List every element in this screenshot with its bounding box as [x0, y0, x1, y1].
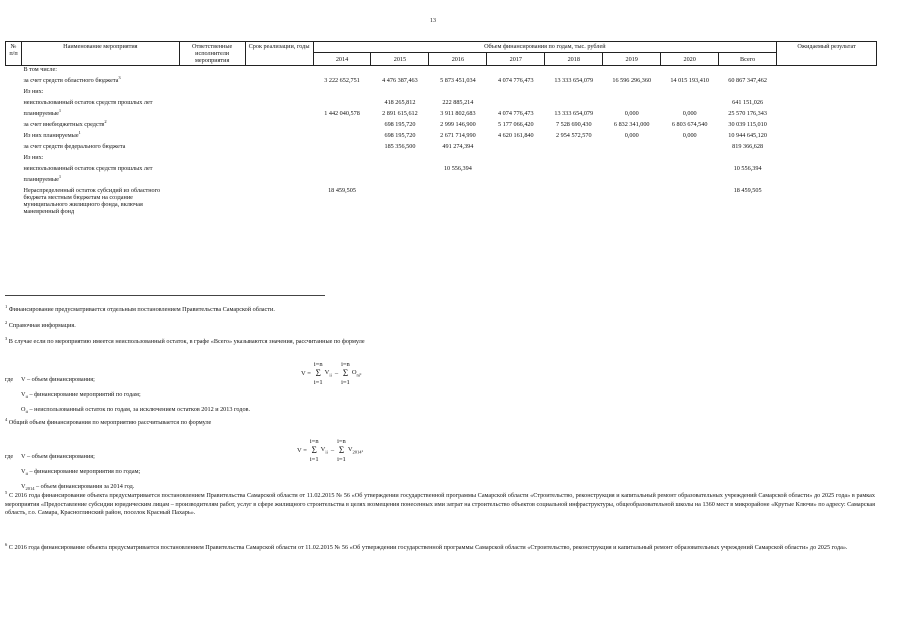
header-year: 2014: [313, 53, 371, 66]
row-footnote-mark: 1: [78, 129, 81, 135]
value-cell: 30 039 115,010: [728, 121, 767, 128]
value-cell: 16 596 296,360: [612, 77, 652, 84]
definition-symbol: V: [21, 483, 26, 491]
value-cell: [661, 66, 719, 78]
definition-symbol: O: [21, 406, 26, 414]
value-cell: [487, 143, 545, 154]
row-label: [21, 88, 179, 99]
term-symbol: V: [347, 445, 353, 453]
term-cell: [245, 143, 313, 154]
value-cell: [487, 154, 545, 165]
value-cell: [603, 66, 661, 78]
header-year: 2018: [545, 53, 603, 66]
formula-term-1: [324, 360, 333, 387]
responsible-cell: [179, 99, 245, 110]
sum-sign: Σ: [338, 445, 345, 455]
definition-text: – объем финансирования за 2014 год.: [36, 483, 135, 491]
row-number-cell: [6, 176, 22, 187]
term-cell: [245, 99, 313, 110]
value-cell: 4 074 776,473: [498, 110, 534, 117]
result-cell: [777, 143, 877, 154]
term-cell: [245, 88, 313, 99]
value-cell: 0,000: [682, 110, 697, 117]
formula-2: [296, 437, 364, 464]
value-cell: 418 265,812: [384, 99, 416, 106]
header-year: 2016: [429, 53, 487, 66]
value-cell: [661, 88, 719, 99]
value-cell: [603, 99, 661, 110]
row-label-text: за счет средств федерального бюджета: [23, 143, 126, 150]
value-cell: 0,000: [624, 132, 639, 139]
value-cell: [313, 121, 371, 132]
row-number-cell: [6, 165, 22, 176]
footnote-6-text: С 2016 года финансирование объекта предусматривается постановлением Правительства Самарской области от 11.02.2015 № 56 «Об утверждении государственной программы Самарской области «Строительство, реконструкция и капитальный ремонт образовательных учреждений Самарской области» до 2025 года».: [8, 544, 848, 551]
row-footnote-mark: 1: [58, 173, 62, 179]
value-cell: [371, 88, 429, 99]
value-cell: [719, 154, 777, 165]
term-subscript: ni: [356, 372, 361, 378]
row-label-text: Из них планируемые: [23, 132, 79, 139]
value-cell: 0,000: [682, 132, 697, 139]
definition-prefix: где: [5, 453, 14, 460]
sum-upper-limit: i=n: [313, 361, 323, 368]
value-cell: 0,000: [624, 110, 639, 117]
responsible-cell: [179, 187, 245, 215]
row-label-text: неиспользованный остаток средств прошлых лет: [23, 165, 153, 172]
definition-row: [5, 388, 250, 403]
value-cell: [487, 99, 545, 110]
value-cell: [313, 165, 371, 176]
table-row: [6, 99, 877, 110]
value-cell: 3 911 802,683: [440, 110, 476, 117]
formula-end: ,: [360, 368, 362, 376]
value-cell: [429, 176, 487, 187]
table-row: [6, 154, 877, 165]
table-row: [6, 143, 877, 154]
formula-term-1: [320, 437, 329, 464]
footnote-3: $^3$ В случае если по мероприятию имеется неиспользованный остаток, в графе «Всего» указываются значения, рассчитанные по формуле: [5, 335, 365, 345]
table-row: [6, 165, 877, 176]
value-cell: 10 556,394: [443, 165, 472, 172]
result-cell: [777, 88, 877, 99]
definition-subscript: ii: [25, 409, 28, 415]
definition-symbol: V: [21, 376, 26, 383]
footnote-5: $^5$ С 2016 года финансирование объекта предусматривается постановлением Правительства Самарской области от 11.02.2015 № 56 «Об утверждении государственной программы Самарской области «Строительство, реконструкция и капитальный ремонт образовательных учреждений Самарской области» до 2025 года» в рамках мероприятия «Предоставление субсидии юридическим лицам – производителям работ, услуг в сфере жилищного строительства в целях возмещения понесенных ими затрат на строительство объектов социальной инфраструктуры, общеобразовательной школы на 1360 мест в микрорайоне «Крутые Ключи» по адресу: Самарская область, г.о. Самара, Красноглинский район, поселок Красный Пахарь».: [5, 489, 876, 516]
sum-sign: Σ: [342, 368, 349, 378]
definition-subscript: 2014: [25, 486, 35, 492]
header-year: 2020: [661, 53, 719, 66]
definition-text: – финансирование мероприятий по годам;: [29, 391, 141, 399]
page-number: 13: [430, 18, 436, 24]
value-cell: [313, 99, 371, 110]
definition-text: – объем финансирования;: [27, 376, 95, 383]
row-number-cell: [6, 66, 22, 78]
table-row: [6, 77, 877, 88]
value-cell: [371, 176, 429, 187]
footnote-5-text: С 2016 года финансирование объекта предусматривается постановлением Правительства Самарской области от 11.02.2015 № 56 «Об утверждении государственной программы Самарской области «Строительство, реконструкция и капитальный ремонт образовательных учреждений Самарской области» до 2025 года» в рамках мероприятия «Предоставление субсидии юридическим лицам – производителям работ, услуг в сфере жилищного строительства в целях возмещения понесенных ими затрат на строительство объектов социальной инфраструктуры, общеобразовательной школы на 1360 мест в микрорайоне «Крутые Ключи» по адресу: Самарская область, г.о. Самара, Красноглинский район, поселок Красный Пахарь».: [5, 492, 876, 516]
value-cell: [371, 165, 429, 176]
value-cell: [371, 66, 429, 78]
value-cell: 6 803 674,540: [671, 121, 708, 128]
formula-2-definitions: [5, 450, 140, 496]
value-cell: 698 195,720: [384, 132, 416, 139]
result-cell: [777, 187, 877, 215]
value-cell: [545, 143, 603, 154]
definition-row: [5, 450, 140, 465]
term-cell: [245, 132, 313, 143]
term-symbol: V: [320, 445, 326, 453]
responsible-cell: [179, 143, 245, 154]
definition-row: [5, 373, 250, 388]
table-row: [6, 187, 877, 215]
header-num: № п/п: [6, 42, 22, 66]
row-label: [21, 129, 179, 143]
term-cell: [245, 154, 313, 165]
row-number-cell: [6, 187, 22, 215]
row-label: [21, 118, 179, 132]
header-volume: Объем финансирования по годам, тыс. рублей: [313, 42, 777, 53]
value-cell: 4 476 387,463: [382, 77, 418, 84]
footnote-2: $^2$ Справочная информация.: [5, 319, 76, 329]
table-row: [6, 121, 877, 132]
responsible-cell: [179, 154, 245, 165]
value-cell: [545, 88, 603, 99]
value-cell: 60 867 347,462: [728, 77, 767, 84]
row-number-cell: [6, 154, 22, 165]
value-cell: 222 885,214: [442, 99, 474, 106]
value-cell: 10 944 645,120: [728, 132, 767, 139]
value-cell: [313, 154, 371, 165]
row-number-cell: [6, 132, 22, 143]
value-cell: [661, 143, 719, 154]
row-label-text: В том числе:: [23, 66, 57, 73]
definition-symbol: V: [21, 391, 26, 399]
value-cell: [487, 165, 545, 176]
footnote-4: $^4$ Общий объем финансирования по мероприятию рассчитывается по формуле: [5, 416, 212, 426]
sum-lower-limit: i=1: [309, 456, 319, 463]
row-label: [21, 143, 179, 154]
term-cell: [245, 77, 313, 88]
footnote-3-text: В случае если по мероприятию имеется неиспользованный остаток, в графе «Всего» указываются значения, рассчитанные по формуле: [8, 338, 365, 345]
value-cell: 185 356,500: [384, 143, 416, 150]
value-cell: 18 459,505: [328, 187, 356, 194]
value-cell: 6 832 341,000: [613, 121, 650, 128]
responsible-cell: [179, 110, 245, 121]
value-cell: 13 333 654,079: [554, 110, 594, 117]
value-cell: [371, 154, 429, 165]
value-cell: [719, 176, 777, 187]
row-label-text: Из них:: [23, 88, 44, 95]
formula-1-definitions: [5, 373, 250, 419]
formula-minus: –: [334, 370, 339, 377]
header-year: 2017: [487, 53, 545, 66]
row-label-text: неиспользованный остаток средств прошлых лет: [23, 99, 153, 106]
row-label: [21, 66, 179, 78]
term-cell: [245, 187, 313, 215]
value-cell: 13 333 654,079: [554, 77, 594, 84]
header-term: Срок реализации, годы: [245, 42, 313, 66]
term-cell: [245, 66, 313, 78]
term-symbol: O: [351, 368, 357, 376]
value-cell: 491 274,394: [442, 143, 474, 150]
sum-upper-limit: i=n: [337, 438, 346, 445]
value-cell: [429, 154, 487, 165]
value-cell: [603, 88, 661, 99]
sum-lower-limit: i=1: [341, 379, 350, 386]
value-cell: 2 891 615,612: [382, 110, 418, 117]
value-cell: [661, 176, 719, 187]
result-cell: [777, 154, 877, 165]
value-cell: [545, 165, 603, 176]
sum-lower-limit: i=1: [337, 456, 346, 463]
header-year: 2019: [603, 53, 661, 66]
row-footnote-mark: 3: [118, 74, 121, 80]
responsible-cell: [179, 88, 245, 99]
footnote-4-text: Общий объем финансирования по мероприятию рассчитывается по формуле: [8, 419, 212, 426]
value-cell: [661, 154, 719, 165]
value-cell: [487, 187, 545, 215]
sum-sign: Σ: [315, 368, 321, 378]
sum-sign: Σ: [311, 445, 317, 455]
result-cell: [777, 121, 877, 132]
value-cell: [487, 176, 545, 187]
definition-text: – объем финансирования;: [27, 453, 95, 460]
value-cell: 819 366,628: [732, 143, 764, 150]
row-number-cell: [6, 110, 22, 121]
definition-row: [5, 465, 140, 480]
row-number-cell: [6, 88, 22, 99]
sum-upper-limit: i=n: [341, 361, 350, 368]
header-result: Ожидаемый результат: [777, 42, 877, 66]
definition-symbol: V: [21, 468, 26, 476]
row-label: [21, 99, 179, 110]
header-year: 2015: [371, 53, 429, 66]
footnote-1: $^1$ Финансирование предусматривается отдельным постановлением Правительства Самарской области.: [5, 303, 275, 313]
term-subscript: 2014: [352, 449, 362, 455]
value-cell: [429, 66, 487, 78]
value-cell: 25 570 176,343: [728, 110, 767, 117]
row-label: [21, 165, 179, 176]
responsible-cell: [179, 165, 245, 176]
value-cell: [487, 88, 545, 99]
value-cell: 4 620 161,840: [498, 132, 534, 139]
value-cell: [371, 187, 429, 215]
value-cell: [313, 143, 371, 154]
financing-table: [5, 41, 877, 215]
row-label-text: за счет средств областного бюджета: [23, 77, 119, 84]
definition-row: [5, 403, 250, 418]
value-cell: 4 074 776,473: [498, 77, 534, 84]
row-label-text: за счет внебюджетных средств: [23, 121, 105, 128]
result-cell: [777, 99, 877, 110]
row-label: [21, 173, 179, 187]
footnote-2-text: Справочная информация.: [8, 322, 76, 329]
term-cell: [245, 110, 313, 121]
result-cell: [777, 110, 877, 121]
table-row: [6, 110, 877, 121]
term-subscript: ii: [325, 449, 328, 455]
responsible-cell: [179, 132, 245, 143]
value-cell: 1 442 040,578: [324, 110, 360, 117]
row-label: [21, 154, 179, 165]
value-cell: 2 671 714,990: [440, 132, 476, 139]
formula-term-2: [347, 437, 364, 464]
value-cell: [313, 88, 371, 99]
term-symbol: V: [324, 368, 330, 376]
header-year: Всего: [719, 53, 777, 66]
formula-minus: –: [330, 447, 335, 454]
value-cell: [603, 143, 661, 154]
responsible-cell: [179, 121, 245, 132]
value-cell: [661, 165, 719, 176]
footnote-separator: [5, 295, 325, 296]
row-number-cell: [6, 99, 22, 110]
value-cell: [545, 99, 603, 110]
value-cell: [661, 99, 719, 110]
header-name: Наименование мероприятия: [21, 42, 179, 66]
value-cell: [603, 165, 661, 176]
row-footnote-mark: 2: [104, 118, 107, 124]
result-cell: [777, 77, 877, 88]
value-cell: 14 015 193,410: [670, 77, 709, 84]
value-cell: [545, 66, 603, 78]
value-cell: [603, 176, 661, 187]
row-number-cell: [6, 143, 22, 154]
value-cell: [487, 66, 545, 78]
definition-text: – неиспользованный остаток по годам, за исключением остатков 2012 и 2013 годов.: [29, 406, 251, 414]
value-cell: [603, 187, 661, 215]
value-cell: 641 151,026: [732, 99, 764, 106]
formula-end: ,: [361, 445, 364, 453]
definition-subscript: ii: [25, 471, 28, 477]
value-cell: 10 556,394: [733, 165, 762, 172]
footnote-6: $^6$ С 2016 года финансирование объекта предусматривается постановлением Правительства Самарской области от 11.02.2015 № 56 «Об утверждении государственной программы Самарской области «Строительство, реконструкция и капитальный ремонт образовательных учреждений Самарской области» до 2025 года».: [5, 541, 848, 551]
row-label-text: Из них:: [23, 154, 44, 161]
value-cell: [429, 187, 487, 215]
result-cell: [777, 132, 877, 143]
value-cell: 18 459,505: [733, 187, 762, 194]
header-responsible: Ответственные исполнители мероприятия: [179, 42, 245, 66]
value-cell: [661, 187, 719, 215]
table-row: [6, 66, 877, 78]
table-row: [6, 176, 877, 187]
term-subscript: ii: [329, 372, 332, 378]
result-cell: [777, 66, 877, 78]
value-cell: 3 222 652,751: [324, 77, 360, 84]
value-cell: [545, 187, 603, 215]
value-cell: 2 999 146,900: [440, 121, 476, 128]
formula-lhs: V =: [301, 370, 311, 377]
term-cell: [245, 176, 313, 187]
sum-lower-limit: i=1: [313, 379, 323, 386]
value-cell: 7 528 690,430: [555, 121, 592, 128]
definition-symbol: V: [21, 453, 26, 460]
formula-lhs: V =: [297, 447, 307, 454]
value-cell: 5 873 451,034: [440, 77, 476, 84]
value-cell: [313, 176, 371, 187]
value-cell: [545, 176, 603, 187]
row-number-cell: [6, 77, 22, 88]
term-cell: [245, 165, 313, 176]
value-cell: [313, 132, 371, 143]
result-cell: [777, 165, 877, 176]
row-label: [21, 107, 179, 121]
row-footnote-mark: 1: [58, 107, 62, 113]
result-cell: [777, 176, 877, 187]
table-row: [6, 88, 877, 99]
value-cell: 5 177 066,420: [498, 121, 534, 128]
row-label: [21, 74, 179, 88]
sum-upper-limit: i=n: [309, 438, 319, 445]
value-cell: [719, 66, 777, 78]
value-cell: [429, 88, 487, 99]
value-cell: [719, 88, 777, 99]
value-cell: [545, 154, 603, 165]
formula-term-2: [351, 360, 363, 387]
term-cell: [245, 121, 313, 132]
row-label: [21, 187, 179, 215]
row-label-text: планируемые: [23, 110, 59, 117]
footnote-1-text: Финансирование предусматривается отдельным постановлением Правительства Самарской области.: [8, 306, 275, 313]
definition-text: – финансирование мероприятия по годам;: [29, 468, 141, 476]
definition-prefix: где: [5, 376, 14, 383]
responsible-cell: [179, 77, 245, 88]
value-cell: 2 954 572,570: [555, 132, 592, 139]
formula-1: [300, 360, 363, 387]
definition-subscript: ii: [25, 394, 28, 400]
row-label-text: Нераспределенный остаток субсидий из областного бюджета местным бюджетам на создание муниципального жилищного фонда, включая маневренный фонд: [23, 187, 161, 215]
value-cell: 698 195,720: [384, 121, 416, 128]
row-label-text: планируемые: [23, 176, 59, 183]
row-number-cell: [6, 121, 22, 132]
responsible-cell: [179, 66, 245, 78]
value-cell: [313, 66, 371, 78]
table-row: [6, 132, 877, 143]
responsible-cell: [179, 176, 245, 187]
value-cell: [603, 154, 661, 165]
